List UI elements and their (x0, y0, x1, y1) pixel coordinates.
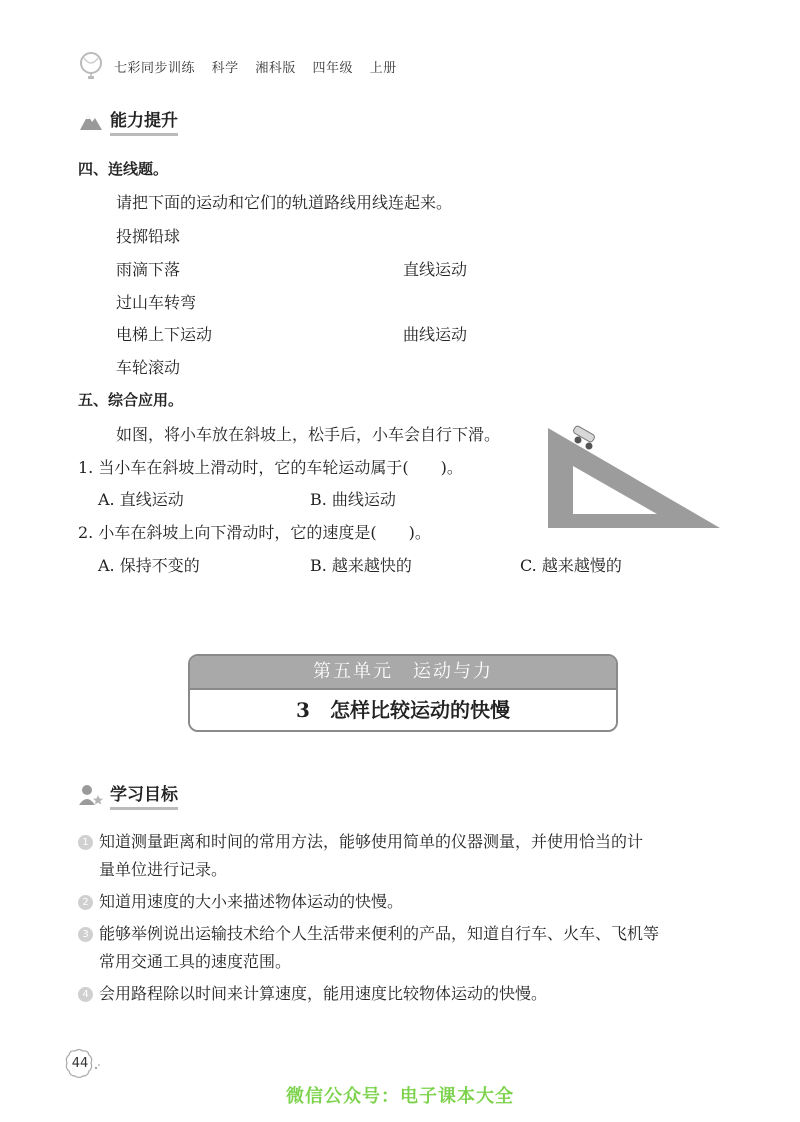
q5-sub2-option-a: A. 保持不变的 (98, 556, 200, 575)
goal-line: 量单位进行记录。 (99, 860, 228, 879)
goal-text (99, 888, 403, 916)
page-number: 44 (71, 1056, 89, 1071)
q4-left-item: 雨滴下落 (116, 260, 181, 279)
q5-sub1-option-b: B. 曲线运动 (310, 490, 396, 509)
header-grade: 四年级 (312, 60, 353, 76)
header-text (114, 57, 409, 76)
goal-item (78, 828, 728, 884)
page-number-badge (62, 1048, 96, 1082)
goals-list (78, 828, 728, 1008)
goal-line: 知道用速度的大小来描述物体运动的快慢。 (99, 892, 404, 911)
goal-item (78, 888, 728, 916)
goal-line: 知道测量距离和时间的常用方法，能够使用简单的仪器测量，并使用恰当的计 (99, 832, 644, 851)
goal-number: 3 (78, 927, 93, 942)
goals-section-title (78, 780, 178, 810)
q4-left-item: 车轮滚动 (116, 358, 181, 377)
q5-sub2-text: 2. 小车在斜坡上向下滑动时，它的速度是( )。 (78, 523, 431, 542)
balloon-icon (78, 52, 104, 80)
q5-sub1-option-a: A. 直线运动 (98, 490, 184, 509)
goal-number: 2 (78, 895, 93, 910)
header-volume: 上册 (369, 60, 397, 76)
goals-title: 学习目标 (110, 780, 178, 810)
unit-title: 第五单元 运动与力 (190, 656, 616, 688)
page-header (78, 52, 409, 80)
goal-text (99, 828, 643, 884)
q4-left-item: 投掷铅球 (116, 227, 181, 246)
q5-sub1-text: 1. 当小车在斜坡上滑动时，它的车轮运动属于( )。 (78, 458, 463, 477)
goal-text (99, 980, 547, 1008)
goal-number: 4 (78, 987, 93, 1002)
q4-left-item: 电梯上下运动 (116, 325, 213, 344)
ability-title: 能力提升 (110, 106, 178, 136)
header-subject: 科学 (211, 60, 239, 76)
q5-sub2-option-b: B. 越来越快的 (310, 556, 412, 575)
lesson-title: 3 怎样比较运动的快慢 (190, 688, 616, 732)
slope-illustration (545, 422, 725, 532)
q4-left-item: 过山车转弯 (116, 293, 197, 312)
goal-item (78, 980, 728, 1008)
q5-intro: 如图，将小车放在斜坡上，松手后，小车会自行下滑。 (116, 425, 501, 444)
student-star-icon (78, 784, 104, 806)
mountain-icon (78, 111, 104, 131)
goal-text (99, 920, 659, 976)
q4-right-item: 直线运动 (403, 260, 468, 279)
goal-line: 能够举例说出运输技术给个人生活带来便利的产品，知道自行车、火车、飞机等 (99, 924, 660, 943)
goal-line: 常用交通工具的速度范围。 (99, 952, 292, 971)
q4-right-item: 曲线运动 (403, 325, 468, 344)
header-series: 七彩同步训练 (114, 60, 196, 76)
ability-section-title (78, 106, 178, 136)
q4-heading: 四、连线题。 (78, 160, 169, 178)
goal-line: 会用路程除以时间来计算速度，能用速度比较物体运动的快慢。 (99, 984, 548, 1003)
goal-item (78, 920, 728, 976)
watermark-text: 微信公众号：电子课本大全 (286, 1086, 514, 1107)
unit-banner (188, 654, 618, 732)
q5-sub2-option-c: C. 越来越慢的 (520, 556, 622, 575)
q5-heading: 五、综合应用。 (78, 391, 184, 409)
goal-number: 1 (78, 835, 93, 850)
q4-instruction: 请把下面的运动和它们的轨道路线用线连起来。 (116, 193, 453, 212)
header-edition: 湘科版 (255, 60, 296, 76)
